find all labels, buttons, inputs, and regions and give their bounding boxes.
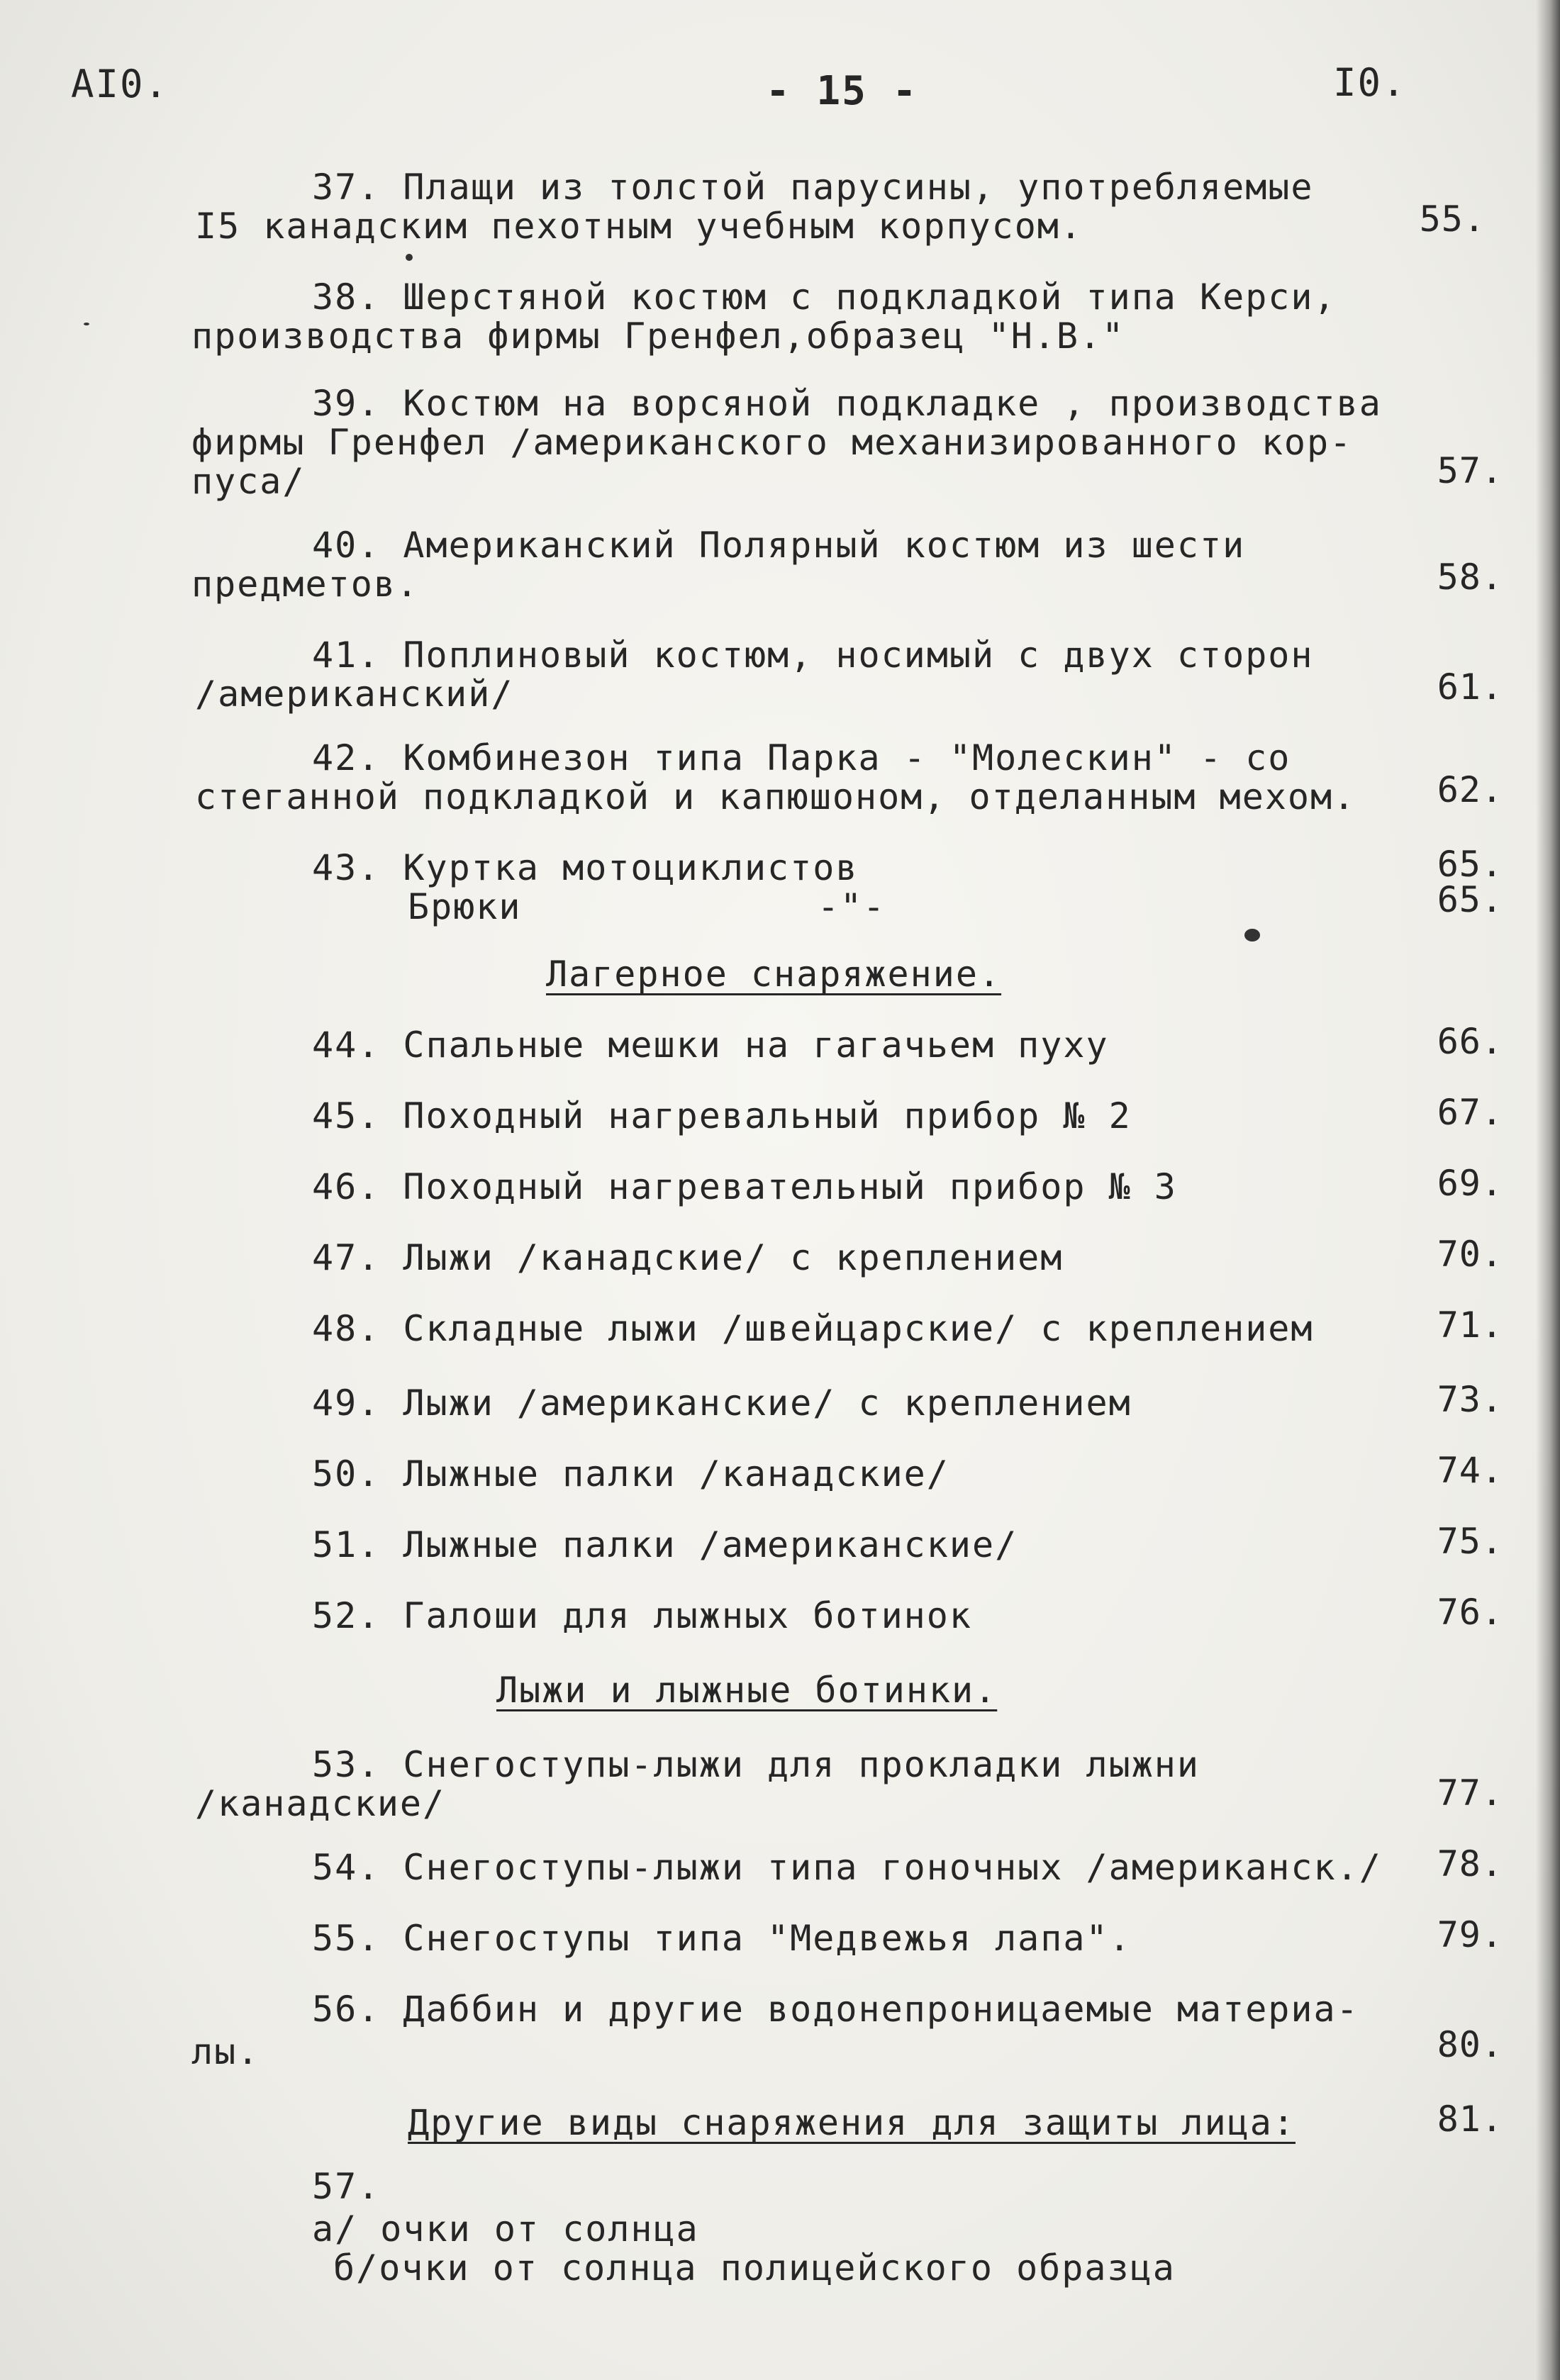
toc-item-42-line-1: 42. Комбинезон типа Парка - "Молескин" - со xyxy=(312,737,1291,778)
toc-item-47-page: 70. xyxy=(1437,1234,1503,1275)
section-heading-camp: Лагерное снаряжение. xyxy=(546,954,1002,995)
ink-speck xyxy=(84,323,89,325)
toc-item-42-page: 62. xyxy=(1437,769,1503,810)
toc-item-48: 48. Складные лыжи /швейцарские/ с креплением xyxy=(312,1308,1314,1349)
toc-item-53-line-2: /канадские/ xyxy=(195,1783,446,1824)
toc-item-46: 46. Походный нагревательный прибор № 3 xyxy=(312,1166,1177,1207)
toc-item-57-b: б/очки от солнца полицейского образца xyxy=(333,2247,1176,2289)
toc-item-56-page: 80. xyxy=(1437,2024,1503,2065)
toc-item-50-page: 74. xyxy=(1437,1450,1503,1491)
header-left-code: AI0. xyxy=(71,62,169,106)
toc-item-37-line-2: I5 канадским пехотным учебным корпусом. xyxy=(195,206,1083,247)
section-heading-ski: Лыжи и лыжные ботинки. xyxy=(496,1670,998,1711)
toc-item-52-page: 76. xyxy=(1437,1592,1503,1633)
toc-item-49-page: 73. xyxy=(1437,1379,1503,1420)
ink-speck xyxy=(406,254,413,261)
toc-item-44: 44. Спальные мешки на гагачьем пуху xyxy=(312,1024,1109,1066)
section-face-page: 81. xyxy=(1437,2099,1503,2140)
toc-item-47: 47. Лыжи /канадские/ с креплением xyxy=(312,1237,1064,1278)
toc-item-37-page: 55. xyxy=(1419,199,1486,240)
toc-item-43-page-1: 65. xyxy=(1437,844,1503,885)
toc-item-38-line-2: производства фирмы Гренфел,образец "Н.В." xyxy=(191,315,1125,357)
toc-item-48-page: 71. xyxy=(1437,1304,1503,1346)
toc-item-53-page: 77. xyxy=(1437,1772,1503,1814)
toc-item-41-line-1: 41. Поплиновый костюм, носимый с двух сторон xyxy=(312,635,1314,676)
toc-item-37-line-1: 37. Плащи из толстой парусины, употребляемые xyxy=(312,167,1314,208)
toc-item-42-line-2: стеганной подкладкой и капюшоном, отделанным мехом. xyxy=(195,776,1356,817)
toc-item-39-line-3: пуса/ xyxy=(191,461,306,502)
toc-item-41-line-2: /американский/ xyxy=(195,674,514,715)
toc-item-38-line-1: 38. Шерстяной костюм с подкладкой типа Керси, xyxy=(312,276,1337,318)
toc-item-43-page-2: 65. xyxy=(1437,879,1503,920)
toc-item-55: 55. Снегоступы типа "Медвежья лапа". xyxy=(312,1918,1132,1959)
toc-item-40-line-2: предметов. xyxy=(191,564,420,605)
toc-item-54-page: 78. xyxy=(1437,1843,1503,1884)
toc-item-39-line-1: 39. Костюм на ворсяной подкладке , производства xyxy=(312,383,1382,424)
toc-item-56-line-2: лы. xyxy=(191,2031,260,2072)
toc-item-43-line-2: Брюки -"- xyxy=(408,886,886,927)
page-edge-shadow xyxy=(1536,0,1560,2380)
toc-item-45-page: 67. xyxy=(1437,1092,1503,1133)
ink-speck xyxy=(1244,929,1260,942)
toc-item-55-page: 79. xyxy=(1437,1914,1503,1955)
toc-item-57-number: 57. xyxy=(312,2166,381,2207)
page-number: - 15 - xyxy=(766,68,918,114)
toc-item-43-line-1: 43. Куртка мотоциклистов xyxy=(312,847,859,888)
section-heading-face: Другие виды снаряжения для защиты лица: xyxy=(408,2102,1296,2143)
toc-item-45: 45. Походный нагревальный прибор № 2 xyxy=(312,1095,1132,1136)
toc-item-53-line-1: 53. Снегоступы-лыжи для прокладки лыжни xyxy=(312,1744,1200,1785)
header-right-number: I0. xyxy=(1333,60,1407,105)
toc-item-51: 51. Лыжные палки /американские/ xyxy=(312,1524,1018,1565)
toc-item-41-page: 61. xyxy=(1437,666,1503,708)
toc-item-57-a: а/ очки от солнца xyxy=(312,2208,699,2250)
toc-item-40-line-1: 40. Американский Полярный костюм из шести xyxy=(312,525,1246,566)
toc-item-39-page: 57. xyxy=(1437,450,1503,491)
toc-item-52: 52. Галоши для лыжных ботинок xyxy=(312,1595,972,1636)
toc-item-40-page: 58. xyxy=(1437,557,1503,598)
toc-item-56-line-1: 56. Даббин и другие водонепроницаемые материа- xyxy=(312,1989,1359,2030)
toc-item-49: 49. Лыжи /американские/ с креплением xyxy=(312,1382,1132,1424)
toc-item-54: 54. Снегоступы-лыжи типа гоночных /американск./ xyxy=(312,1847,1382,1888)
toc-item-46-page: 69. xyxy=(1437,1163,1503,1204)
toc-item-51-page: 75. xyxy=(1437,1521,1503,1562)
toc-item-39-line-2: фирмы Гренфел /американского механизированного кор- xyxy=(191,422,1353,463)
toc-item-44-page: 66. xyxy=(1437,1021,1503,1062)
toc-item-50: 50. Лыжные палки /канадские/ xyxy=(312,1453,949,1495)
